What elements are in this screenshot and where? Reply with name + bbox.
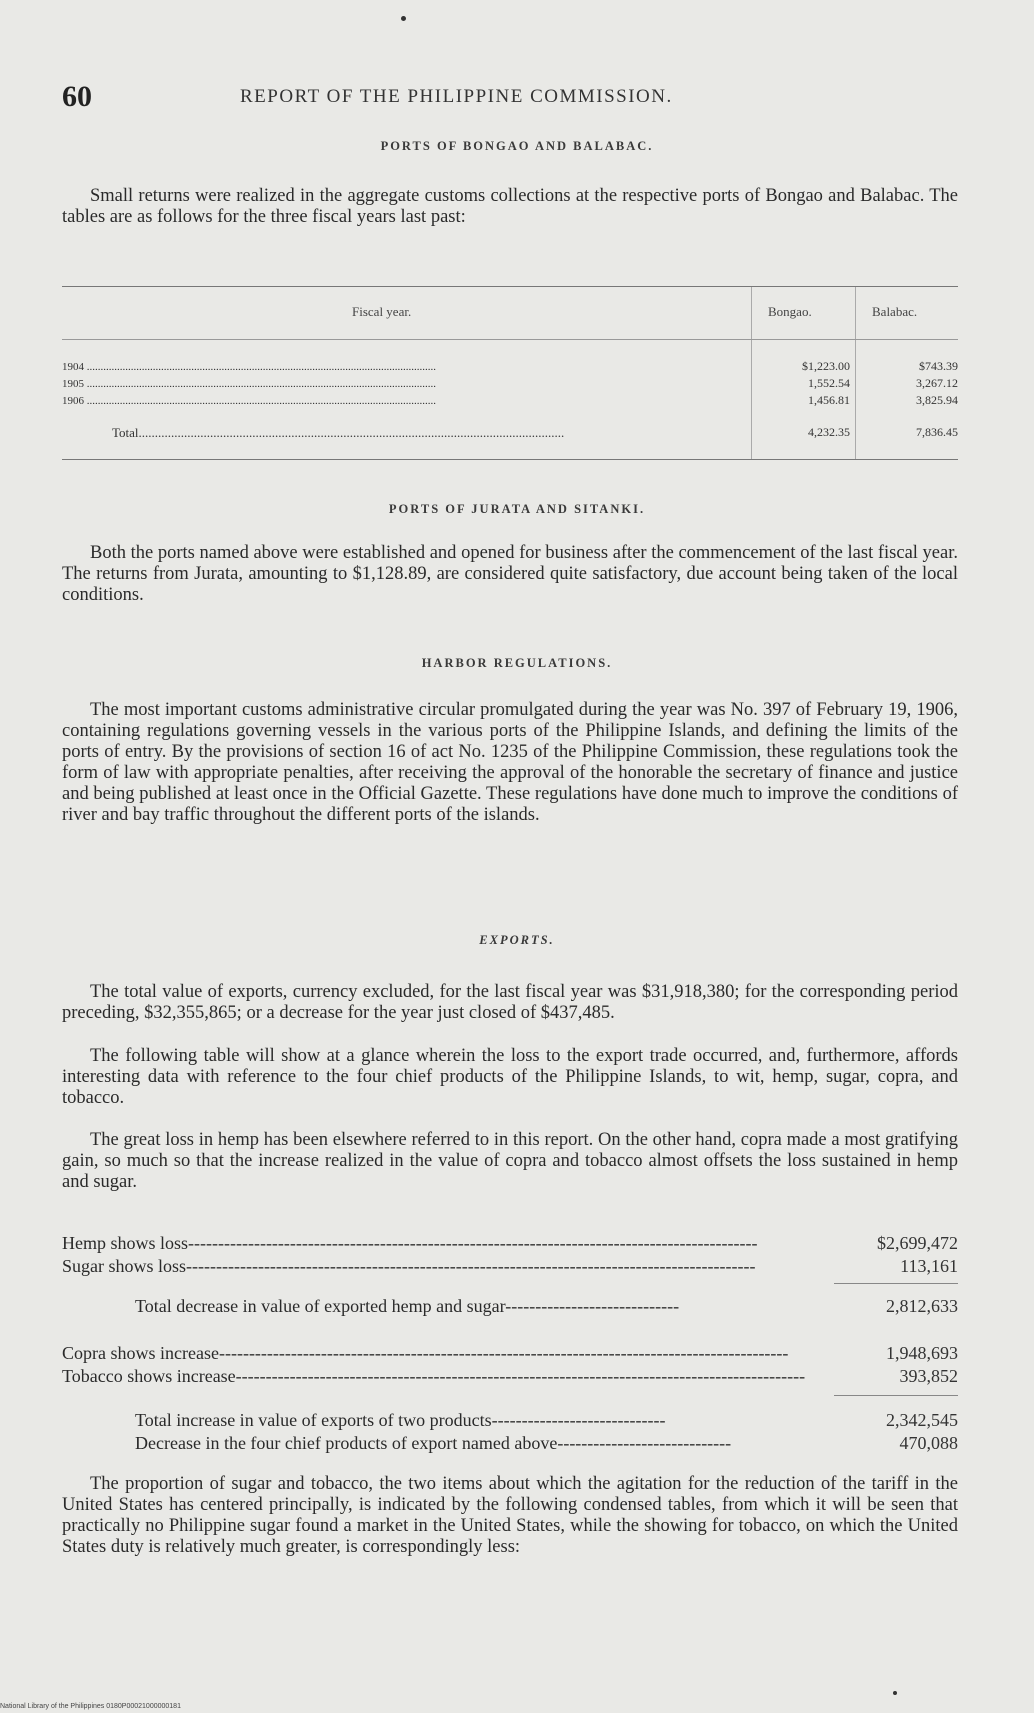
paragraph-exports-table-intro: The following table will show at a glance wherein the loss to the export trade occurred, and, furthermore, affords interesting data with reference to the four chief products of the Philippine Islands, to wit, hemp, sugar, copra, and tobacco. <box>62 1046 958 1108</box>
running-head: REPORT OF THE PHILIPPINE COMMISSION. <box>240 86 673 107</box>
sum-rule <box>834 1283 958 1284</box>
column-header-balabac: Balabac. <box>872 304 918 319</box>
heading-bongao-balabac: PORTS OF BONGAO AND BALABAC. <box>380 139 654 153</box>
summary-tobacco-label: Tobacco shows increase <box>62 1366 236 1386</box>
summary-tobacco-value: 393,852 <box>899 1366 958 1386</box>
summary-sugar-value: 113,161 <box>900 1256 958 1276</box>
paragraph-sugar-tobacco: The proportion of sugar and tobacco, the two items about which the agitation for the reduction of the tariff in the United States has centered principally, is indicated by the following condensed tables, from which it will be seen that practically no Philippine sugar found a market in the United States, while the showing for tobacco, on which the United States duty is relatively much greater, is correspondingly less: <box>62 1474 958 1557</box>
summary-total-increase-label: Total increase in value of exports of two products <box>135 1410 492 1430</box>
cell-bongao: 1,552.54 <box>808 376 850 390</box>
column-header-fiscal-year: Fiscal year. <box>352 304 412 319</box>
cell-year: 1905 <box>62 378 84 390</box>
heading-exports: EXPORTS. <box>479 933 555 947</box>
summary-decrease-four-label: Decrease in the four chief products of export named above <box>135 1433 558 1453</box>
cell-balabac: 3,267.12 <box>916 376 958 390</box>
table-header-rule <box>62 339 958 340</box>
scan-footer: National Library of the Philippines 0180P00021000000181 <box>0 1703 181 1710</box>
heading-harbor-regulations: HARBOR REGULATIONS. <box>421 656 613 670</box>
summary-decrease-four-value: 470,088 <box>899 1433 958 1453</box>
paragraph-bongao-balabac: Small returns were realized in the aggregate customs collections at the respective ports of Bongao and Balabac. The tables are as follows for the three fiscal years last past: <box>62 186 958 227</box>
summary-copra-value: 1,948,693 <box>886 1343 958 1363</box>
cell-bongao: $1,223.00 <box>802 359 850 373</box>
table-bottom-rule <box>62 459 958 460</box>
heading-jurata-sitanki: PORTS OF JURATA AND SITANKI. <box>388 502 646 516</box>
cell-year: 1904 <box>62 361 84 373</box>
sum-rule <box>834 1395 958 1396</box>
cell-bongao: 1,456.81 <box>808 393 850 407</box>
cell-total-balabac: 7,836.45 <box>916 425 958 439</box>
table-top-rule <box>62 286 958 287</box>
summary-hemp-label: Hemp shows loss <box>62 1233 189 1253</box>
cell-balabac: $743.39 <box>919 359 958 373</box>
paragraph-exports-total: The total value of exports, currency excluded, for the last fiscal year was $31,918,380; for the corresponding period preceding, $32,355,865; or a decrease for the year just closed of $437,485. <box>62 982 958 1023</box>
summary-hemp-value: $2,699,472 <box>877 1233 958 1253</box>
summary-copra-label: Copra shows increase <box>62 1343 219 1363</box>
speck-mark <box>401 16 406 21</box>
summary-total-decrease-value: 2,812,633 <box>886 1296 958 1316</box>
summary-sugar-label: Sugar shows loss <box>62 1256 187 1276</box>
paragraph-jurata-sitanki: Both the ports named above were established and opened for business after the commencement of the last fiscal year. The returns from Jurata, amounting to $1,128.89, are considered quite satisfactory, due account being taken of the local conditions. <box>62 543 958 605</box>
paragraph-harbor-regulations: The most important customs administrative circular promulgated during the year was No. 397 of February 19, 1906, containing regulations governing vessels in the various ports of the Philippine Islands, and defining the limits of the ports of entry. By the provisions of section 16 of act No. 1235 of the Philippine Commission, these regulations took the form of law with appropriate penalties, after receiving the approval of the honorable the secretary of finance and justice and being published at least once in the Official Gazette. These regulations have done much to improve the conditions of river and bay traffic throughout the different ports of the islands. <box>62 700 958 825</box>
document-page: 60 REPORT OF THE PHILIPPINE COMMISSION. PORTS OF BONGAO AND BALABAC. Small returns were realized in the aggregate customs collections at the respective ports of Bongao and Balabac. The tables are as follows for the three fiscal years last past: Fiscal year. Bongao. Balabac. 1904 ............................................................................................................................... $1,223.00 $743.39 1905 ............................................................................................................................... 1,552.54 3,267.12 1906 ............................................................................................................................... 1,456.81 3,825.94 Total................................................................................................................................... 4,232.35 7,836.45 PORTS OF JURATA AND SITANKI. Both the ports named above were established and opened for business after the commencement of the last fiscal year. The returns from Jurata, amounting to $1,128.89, are considered quite satisfactory, due account being taken of the local conditions. HARBOR REGULATIONS. The most important customs administrative circular promulgated during the year was No. 397 of February 19, 1906, containing regulations governing vessels in the various ports of the Philippine Islands, and defining the limits of the ports of entry. By the provisions of section 16 of act No. 1235 of the Philippine Commission, these regulations took the form of law with appropriate penalties, after receiving the approval of the honorable the secretary of finance and justice and being published at least once in the Official Gazette. These regulations have done much to improve the conditions of river and bay traffic throughout the different ports of the islands. EXPORTS. The total value of exports, currency excluded, for the last fiscal year was $31,918,380; for the corresponding period preceding, $32,355,865; or a decrease for the year just closed of $437,485. The following table will show at a glance wherein the loss to the export trade occurred, and, furthermore, affords interesting data with reference to the four chief products of the Philippine Islands, to wit, hemp, sugar, copra, and tobacco. The great loss in hemp has been elsewhere referred to in this report. On the other hand, copra made a most gratifying gain, so much so that the increase realized in the value of copra and tobacco almost offsets the loss sustained in hemp and sugar. Hemp shows loss----------------------------------------------------------------------------------------------- $2,699,472 Sugar shows loss----------------------------------------------------------------------------------------------- 113,161 Total decrease in value of exported hemp and sugar----------------------------- 2,812,633 Copra shows increase----------------------------------------------------------------------------------------------- 1,948,693 Tobacco shows increase----------------------------------------------------------------------------------------------- 393,852 Total increase in value of exports of two products----------------------------- 2,342,545 Decrease in the four chief products of export named above----------------------------- 470,088 The proportion of sugar and tobacco, the two items about which the agitation for the reduction of the tariff in the United States has centered principally, is indicated by the following condensed tables, from which it will be seen that practically no Philippine sugar found a market in the United States, while the showing for tobacco, on which the United States duty is relatively much greater, is correspondingly less: National Library of the Philippines 0180P00021000000181 <box>0 0 1034 1713</box>
page-number: 60 <box>62 80 92 113</box>
speck-mark <box>893 1691 897 1695</box>
cell-total-label: Total <box>112 425 139 440</box>
column-divider <box>855 287 856 459</box>
cell-total-bongao: 4,232.35 <box>808 425 850 439</box>
summary-total-decrease-label: Total decrease in value of exported hemp and sugar <box>135 1296 506 1316</box>
summary-total-increase-value: 2,342,545 <box>886 1410 958 1430</box>
column-header-bongao: Bongao. <box>768 304 812 319</box>
paragraph-exports-hemp: The great loss in hemp has been elsewhere referred to in this report. On the other hand, copra made a most gratifying gain, so much so that the increase realized in the value of copra and tobacco almost offsets the loss sustained in hemp and sugar. <box>62 1130 958 1192</box>
cell-balabac: 3,825.94 <box>916 393 958 407</box>
cell-year: 1906 <box>62 395 84 407</box>
